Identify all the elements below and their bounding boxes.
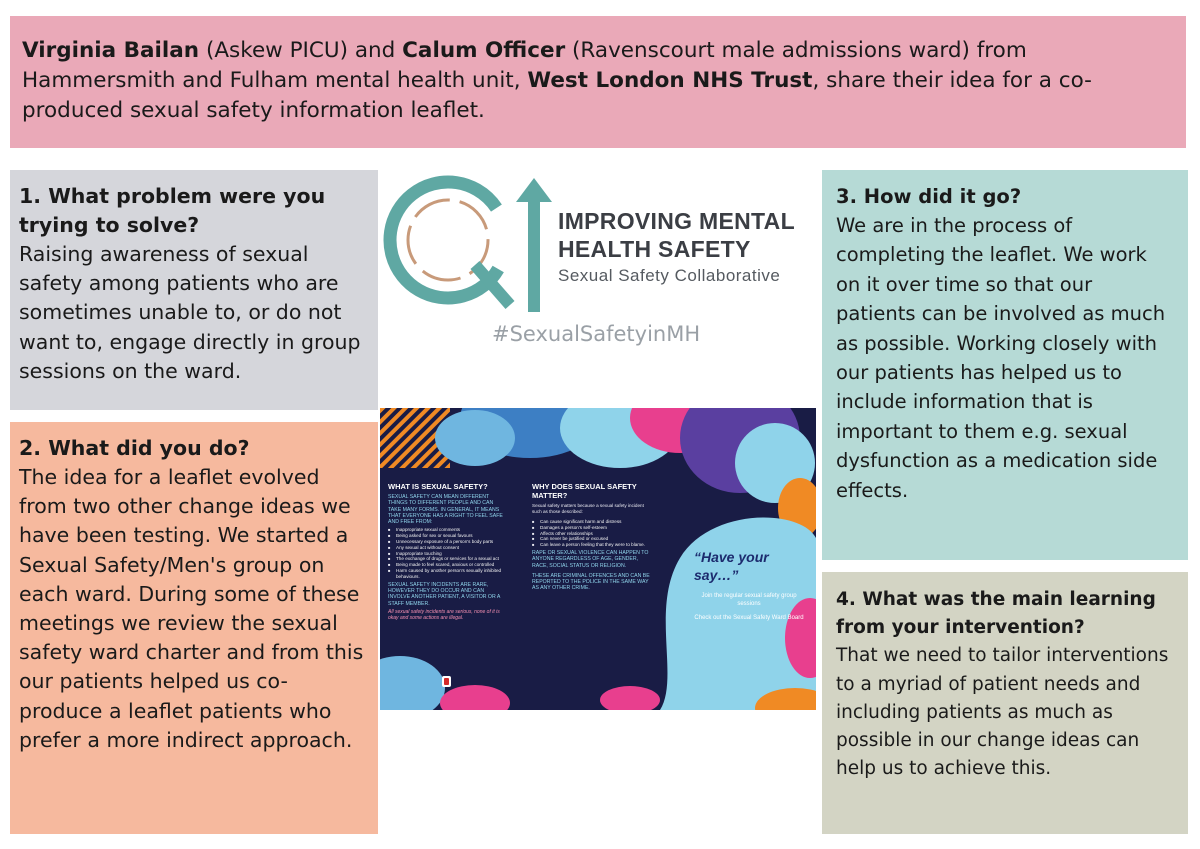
panel-outcome-body: We are in the process of completing the leaflet. We work on it over time so that our patients can be involved as much as possible. Working closely with our patients has helped us to include information that is important to them e.g. sexual dysfunction as a medication side effects. <box>836 214 1166 502</box>
leaflet-col2-note1: RAPE OR SEXUAL VIOLENCE CAN HAPPEN TO ANYONE REGARDLESS OF AGE, GENDER, RACE, SOCIAL STATUS OR RELIGION. <box>532 549 649 569</box>
leaflet-col2-note2: THESE ARE CRIMINAL OFFENCES AND CAN BE REPORTED TO THE POLICE IN THE SAME WAY AS ANY OTHER CRIME. <box>532 572 650 592</box>
list-item: ■ Can never be justified or excused <box>532 536 650 542</box>
leaflet-col1-heading: WHAT IS SEXUAL SAFETY? <box>388 482 488 491</box>
leaflet-col1-note: SEXUAL SAFETY INCIDENTS ARE RARE, HOWEVER THEY DO OCCUR AND CAN INVOLVE ANOTHER PATIENT, A VISITOR OR A STAFF MEMBER. <box>388 581 501 607</box>
panel-action-body: The idea for a leaflet evolved from two other change ideas we have been testing. We started a Sexual Safety/Men's group on each ward. During some of these meetings we review the sexual safety ward charter and from this our patients helped us co-produce a leaflet patients who prefer a more indirect approach. <box>19 465 364 752</box>
qi-logo <box>380 170 820 370</box>
leaflet-col1-intro: SEXUAL SAFETY CAN MEAN DIFFERENT THINGS TO DIFFERENT PEOPLE AND CAN TAKE MANY FORMS. IN GENERAL, IT MEANS THAT EVERYONE HAS A RIGHT TO FEEL SAFE AND FREE FROM: <box>388 494 503 526</box>
list-item: ■ Unnecessary exposure of a person's body parts <box>388 539 506 545</box>
list-item: ■ Being asked for sex or sexual favours <box>388 533 506 539</box>
header-text-2: (Ravenscourt male admissions ward) from Hammersmith and Fulham mental health unit, <box>22 38 1027 93</box>
logo-title-line2: HEALTH SAFETY <box>558 236 751 262</box>
leaflet-col2-heading: WHY DOES SEXUAL SAFETY MATTER? <box>532 482 637 500</box>
warning-icon <box>442 676 451 687</box>
list-item: ■ Damages a person's self-esteem <box>532 525 650 531</box>
logo-subtitle: Sexual Safety Collaborative <box>558 266 781 285</box>
leaflet-preview <box>380 408 816 710</box>
author-name-2: Calum Officer <box>402 38 566 63</box>
qi-logo-icon <box>380 170 560 320</box>
leaflet-col2-intro: Sexual safety matters because a sexual safety incident such as those described: <box>532 503 644 514</box>
panel-action-heading: 2. What did you do? <box>19 436 250 460</box>
list-item: ■ Can leave a person feeling that they were to blame. <box>532 542 650 548</box>
panel-problem-heading: 1. What problem were you trying to solve? <box>19 184 326 237</box>
list-item: ■ Inappropriate sexual comments <box>388 527 506 533</box>
leaflet-col1-footer: All sexual safety incidents are serious, none of it is okay and some actions are illegal. <box>388 608 500 622</box>
panel-learning-body: That we need to tailor interventions to a myriad of patient needs and including patients as much as possible in our change ideas can help us to achieve this. <box>836 645 1169 780</box>
leaflet-say-heading: “Have your say…” <box>694 549 769 583</box>
list-item: ■ Affects other relationships <box>532 531 650 537</box>
list-item: ■ The exchange of drugs or services for a sexual act <box>388 556 506 562</box>
organisation-name: West London NHS Trust <box>527 68 813 93</box>
leaflet-say-line1: Join the regular sexual safety group sessions <box>701 593 797 607</box>
list-item: ■ Being made to feel scared, anxious or controlled <box>388 562 506 568</box>
header-text-1: (Askew PICU) and <box>199 38 403 63</box>
header-text-3: , share their idea for a co-produced sexual safety information leaflet. <box>22 68 1092 123</box>
panel-outcome <box>822 170 1188 560</box>
panel-learning <box>822 572 1188 834</box>
leaflet-say-line2: Check out the Sexual Safety Ward Board <box>694 615 804 621</box>
panel-learning-heading: 4. What was the main learning from your intervention? <box>836 589 1156 639</box>
leaflet-col2-list <box>532 519 650 548</box>
hashtag: #SexualSafetyinMH <box>492 322 701 346</box>
header-banner <box>10 16 1186 148</box>
panel-problem-body: Raising awareness of sexual safety among patients who are sometimes unable to, or do not want to, engage directly in group sessions on the ward. <box>19 242 361 383</box>
panel-action <box>10 422 378 834</box>
list-item: ■ Inappropriate touching <box>388 551 506 557</box>
panel-problem <box>10 170 378 410</box>
list-item: ■ Can cause significant harm and distress <box>532 519 650 525</box>
list-item: ■ Harm caused by another person's sexually inhibited behaviours. <box>388 568 506 580</box>
author-name-1: Virginia Bailan <box>22 38 200 63</box>
panel-outcome-heading: 3. How did it go? <box>836 185 1022 208</box>
leaflet-col1-list <box>388 527 506 579</box>
list-item: ■ Any sexual act without consent <box>388 545 506 551</box>
logo-title-line1: IMPROVING MENTAL <box>558 208 795 234</box>
